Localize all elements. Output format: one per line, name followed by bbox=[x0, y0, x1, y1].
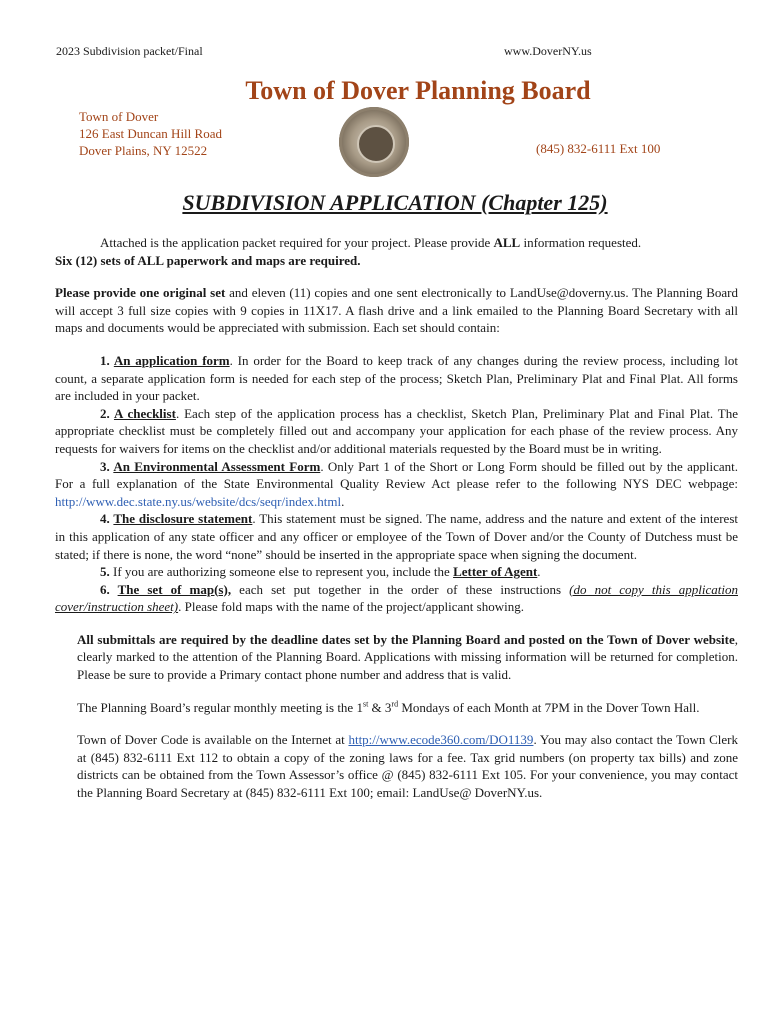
ecode-link[interactable]: http://www.ecode360.com/DO1139 bbox=[348, 732, 534, 748]
town-seal-icon bbox=[339, 107, 409, 177]
list-item: 3. An Environmental Assessment Form. Only Part 1 of the Short or Long Form should be filled out by the applicant. For a full explanation of the State Environmental Quality Review Act please refer to the following NYS DEC webpage: http://www.dec.state.ny.us/website/dcs/seqr/index.html. bbox=[55, 458, 738, 509]
code-paragraph: Town of Dover Code is available on the Internet at http://www.ecode360.com/DO1139. You may also contact the Town Clerk at (845) 832-6111 Ext 112 to obtain a copy of the zoning laws for a fee. Tax grid numbers (on property tax bills) and zone districts can be obtained from the Town Assessor’s office @ (845) 832-6111 Ext 105. For your convenience, you may contact the Planning Board Secretary at (845) 832-6111 Ext 100; email: LandUse@ DoverNY.us. bbox=[77, 732, 738, 801]
address-line: Dover Plains, NY 12522 bbox=[79, 143, 208, 158]
list-item: 6. The set of map(s), each set put together in the order of these instructions (do not copy this application cover/instruction sheet). Please fold maps with the name of the project/applicant showing. bbox=[55, 581, 738, 615]
dec-link[interactable]: http://www.dec.state.ny.us/website/dcs/seqr/index.html bbox=[55, 493, 342, 509]
address-line: Town of Dover bbox=[79, 109, 159, 124]
list-item: 1. An application form. In order for the Board to keep track of any changes during the review process, including lot count, a separate application form is needed for each step of the process; Sketch Plan, Preliminary Plat and Final Plat. All forms are included in your packet. bbox=[55, 352, 738, 404]
address-block bbox=[79, 108, 222, 159]
sets-required: Six (12) sets of ALL paperwork and maps are required. bbox=[55, 252, 361, 268]
list-item: 2. A checklist. Each step of the application process has a checklist, Sketch Plan, Preliminary Plat and Final Plat. The appropriate checklist must be completely filled out and accompany your application for each phase of the review process. Any requests for waivers for items on the checklist and/or additional materials requested by the Board must be in writing. bbox=[55, 405, 738, 456]
application-title: SUBDIVISION APPLICATION (Chapter 125) bbox=[182, 190, 608, 215]
original-set-paragraph: Please provide one original set and eleven (11) copies and one sent electronically to LandUse@doverny.us. The Planning Board will accept 3 full size copies with 9 copies in 11X17. A flash drive and a link emailed to the Planning Board Secretary with all maps and documents would be appreciated with submission. Each set should contain: bbox=[55, 285, 739, 336]
phone-number: (845) 832-6111 Ext 100 bbox=[536, 141, 661, 156]
meeting-paragraph: The Planning Board’s regular monthly meeting is the 1st & 3rd Mondays of each Month at 7PM in the Dover Town Hall. bbox=[77, 699, 700, 715]
address-line: 126 East Duncan Hill Road bbox=[79, 126, 222, 141]
list-item: 4. The disclosure statement. This statement must be signed. The name, address and the nature and extent of the interest in this application of any state officer and any officer or employee of the Town of Dover and/or the County of Dutchess must be stated; if there is none, the word “none” should be inserted in the appropriate space when signing the document. bbox=[55, 511, 738, 562]
header-left: 2023 Subdivision packet/Final bbox=[56, 44, 203, 58]
board-title: Town of Dover Planning Board bbox=[245, 76, 591, 105]
list-item: 5. If you are authorizing someone else to represent you, include the Letter of Agent. bbox=[100, 564, 541, 580]
intro-paragraph: Attached is the application packet required for your project. Please provide ALL information requested. bbox=[100, 235, 642, 250]
header-right: www.DoverNY.us bbox=[504, 44, 592, 58]
submittals-paragraph: All submittals are required by the deadline dates set by the Planning Board and posted on the Town of Dover website, clearly marked to the attention of the Planning Board. Applications with missing information will be returned for completion. Please be sure to provide a Primary contact phone number and address that is valid. bbox=[77, 631, 738, 683]
document-body bbox=[55, 234, 738, 802]
